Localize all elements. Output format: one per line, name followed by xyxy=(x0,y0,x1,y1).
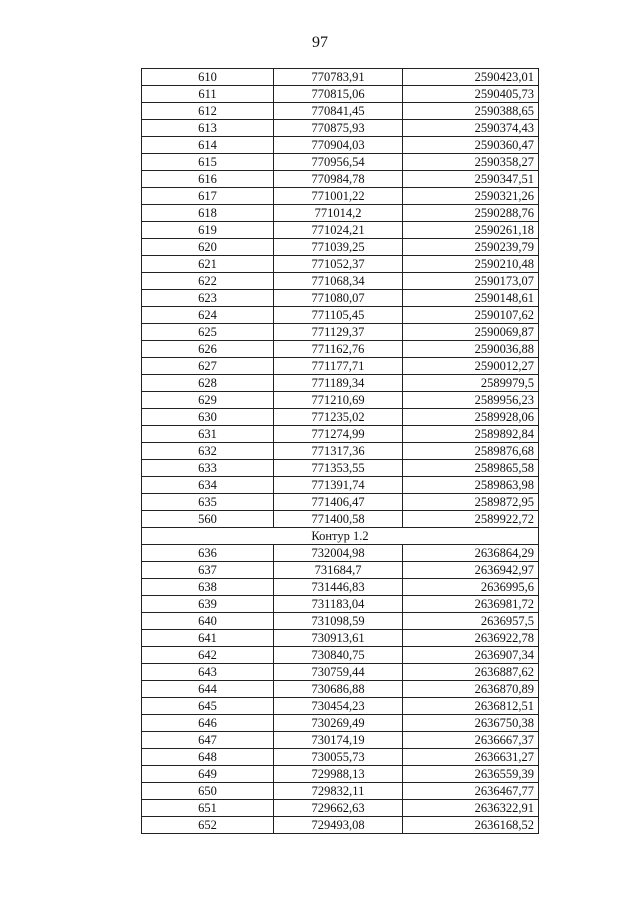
point-number-cell: 635 xyxy=(142,494,274,511)
table-row xyxy=(142,341,539,358)
table-row xyxy=(142,69,539,86)
x-coordinate-cell: 731183,04 xyxy=(274,596,403,613)
x-coordinate-cell: 771080,07 xyxy=(274,290,403,307)
table-row xyxy=(142,188,539,205)
point-number-cell: 620 xyxy=(142,239,274,256)
y-coordinate-cell: 2589922,72 xyxy=(403,511,539,528)
table-row xyxy=(142,732,539,749)
x-coordinate-cell: 770956,54 xyxy=(274,154,403,171)
table-row xyxy=(142,613,539,630)
y-coordinate-cell: 2636907,34 xyxy=(403,647,539,664)
x-coordinate-cell: 730686,88 xyxy=(274,681,403,698)
point-number-cell: 624 xyxy=(142,307,274,324)
table-row xyxy=(142,647,539,664)
point-number-cell: 613 xyxy=(142,120,274,137)
x-coordinate-cell: 730454,23 xyxy=(274,698,403,715)
point-number-cell: 628 xyxy=(142,375,274,392)
x-coordinate-cell: 731684,7 xyxy=(274,562,403,579)
point-number-cell: 641 xyxy=(142,630,274,647)
table-row xyxy=(142,596,539,613)
point-number-cell: 629 xyxy=(142,392,274,409)
x-coordinate-cell: 771317,36 xyxy=(274,443,403,460)
table-row xyxy=(142,273,539,290)
table-row xyxy=(142,358,539,375)
page-number: 97 xyxy=(312,34,328,51)
x-coordinate-cell: 771014,2 xyxy=(274,205,403,222)
y-coordinate-cell: 2589876,68 xyxy=(403,443,539,460)
point-number-cell: 619 xyxy=(142,222,274,239)
point-number-cell: 643 xyxy=(142,664,274,681)
table-row xyxy=(142,698,539,715)
table-row xyxy=(142,494,539,511)
table-row xyxy=(142,239,539,256)
x-coordinate-cell: 771391,74 xyxy=(274,477,403,494)
y-coordinate-cell: 2590069,87 xyxy=(403,324,539,341)
table-row xyxy=(142,664,539,681)
y-coordinate-cell: 2589979,5 xyxy=(403,375,539,392)
x-coordinate-cell: 770875,93 xyxy=(274,120,403,137)
point-number-cell: 649 xyxy=(142,766,274,783)
y-coordinate-cell: 2636750,38 xyxy=(403,715,539,732)
x-coordinate-cell: 771024,21 xyxy=(274,222,403,239)
x-coordinate-cell: 771039,25 xyxy=(274,239,403,256)
point-number-cell: 617 xyxy=(142,188,274,205)
point-number-cell: 650 xyxy=(142,783,274,800)
x-coordinate-cell: 771235,02 xyxy=(274,409,403,426)
point-number-cell: 647 xyxy=(142,732,274,749)
y-coordinate-cell: 2590423,01 xyxy=(403,69,539,86)
y-coordinate-cell: 2636322,91 xyxy=(403,800,539,817)
x-coordinate-cell: 730269,49 xyxy=(274,715,403,732)
y-coordinate-cell: 2636864,29 xyxy=(403,545,539,562)
x-coordinate-cell: 729988,13 xyxy=(274,766,403,783)
table-row xyxy=(142,103,539,120)
table-row xyxy=(142,749,539,766)
x-coordinate-cell: 771210,69 xyxy=(274,392,403,409)
y-coordinate-cell: 2590107,62 xyxy=(403,307,539,324)
y-coordinate-cell: 2589872,95 xyxy=(403,494,539,511)
table-row xyxy=(142,681,539,698)
table-row xyxy=(142,290,539,307)
table-row xyxy=(142,766,539,783)
point-number-cell: 610 xyxy=(142,69,274,86)
point-number-cell: 644 xyxy=(142,681,274,698)
x-coordinate-cell: 771400,58 xyxy=(274,511,403,528)
y-coordinate-cell: 2590012,27 xyxy=(403,358,539,375)
point-number-cell: 645 xyxy=(142,698,274,715)
table-row xyxy=(142,120,539,137)
x-coordinate-cell: 729493,08 xyxy=(274,817,403,834)
section-title: Контур 1.2 xyxy=(142,528,539,545)
point-number-cell: 639 xyxy=(142,596,274,613)
x-coordinate-cell: 771406,47 xyxy=(274,494,403,511)
table-row xyxy=(142,375,539,392)
x-coordinate-cell: 730913,61 xyxy=(274,630,403,647)
point-number-cell: 642 xyxy=(142,647,274,664)
y-coordinate-cell: 2590321,26 xyxy=(403,188,539,205)
point-number-cell: 618 xyxy=(142,205,274,222)
x-coordinate-cell: 771129,37 xyxy=(274,324,403,341)
table-row xyxy=(142,579,539,596)
x-coordinate-cell: 770841,45 xyxy=(274,103,403,120)
table-row xyxy=(142,545,539,562)
y-coordinate-cell: 2636942,97 xyxy=(403,562,539,579)
table-row xyxy=(142,800,539,817)
x-coordinate-cell: 730840,75 xyxy=(274,647,403,664)
table-row xyxy=(142,477,539,494)
y-coordinate-cell: 2636981,72 xyxy=(403,596,539,613)
point-number-cell: 651 xyxy=(142,800,274,817)
table-row xyxy=(142,443,539,460)
table-row xyxy=(142,511,539,528)
coordinates-table xyxy=(141,68,539,834)
y-coordinate-cell: 2590360,47 xyxy=(403,137,539,154)
table-row xyxy=(142,817,539,834)
y-coordinate-cell: 2590148,61 xyxy=(403,290,539,307)
y-coordinate-cell: 2590210,48 xyxy=(403,256,539,273)
point-number-cell: 646 xyxy=(142,715,274,732)
y-coordinate-cell: 2589928,06 xyxy=(403,409,539,426)
point-number-cell: 632 xyxy=(142,443,274,460)
y-coordinate-cell: 2589956,23 xyxy=(403,392,539,409)
table-row xyxy=(142,307,539,324)
point-number-cell: 652 xyxy=(142,817,274,834)
x-coordinate-cell: 770904,03 xyxy=(274,137,403,154)
point-number-cell: 611 xyxy=(142,86,274,103)
x-coordinate-cell: 770984,78 xyxy=(274,171,403,188)
point-number-cell: 625 xyxy=(142,324,274,341)
point-number-cell: 560 xyxy=(142,511,274,528)
point-number-cell: 615 xyxy=(142,154,274,171)
table-row xyxy=(142,222,539,239)
x-coordinate-cell: 729832,11 xyxy=(274,783,403,800)
point-number-cell: 621 xyxy=(142,256,274,273)
point-number-cell: 612 xyxy=(142,103,274,120)
table-row xyxy=(142,562,539,579)
point-number-cell: 636 xyxy=(142,545,274,562)
x-coordinate-cell: 731446,83 xyxy=(274,579,403,596)
y-coordinate-cell: 2636995,6 xyxy=(403,579,539,596)
y-coordinate-cell: 2636467,77 xyxy=(403,783,539,800)
y-coordinate-cell: 2589865,58 xyxy=(403,460,539,477)
y-coordinate-cell: 2636922,78 xyxy=(403,630,539,647)
point-number-cell: 638 xyxy=(142,579,274,596)
point-number-cell: 633 xyxy=(142,460,274,477)
table-row xyxy=(142,137,539,154)
y-coordinate-cell: 2589863,98 xyxy=(403,477,539,494)
point-number-cell: 648 xyxy=(142,749,274,766)
table-row xyxy=(142,460,539,477)
y-coordinate-cell: 2590405,73 xyxy=(403,86,539,103)
point-number-cell: 616 xyxy=(142,171,274,188)
table-row xyxy=(142,154,539,171)
x-coordinate-cell: 732004,98 xyxy=(274,545,403,562)
y-coordinate-cell: 2590239,79 xyxy=(403,239,539,256)
x-coordinate-cell: 731098,59 xyxy=(274,613,403,630)
x-coordinate-cell: 771068,34 xyxy=(274,273,403,290)
y-coordinate-cell: 2590358,27 xyxy=(403,154,539,171)
x-coordinate-cell: 771162,76 xyxy=(274,341,403,358)
y-coordinate-cell: 2590388,65 xyxy=(403,103,539,120)
y-coordinate-cell: 2590173,07 xyxy=(403,273,539,290)
x-coordinate-cell: 771001,22 xyxy=(274,188,403,205)
y-coordinate-cell: 2636631,27 xyxy=(403,749,539,766)
y-coordinate-cell: 2590288,76 xyxy=(403,205,539,222)
point-number-cell: 630 xyxy=(142,409,274,426)
y-coordinate-cell: 2636667,37 xyxy=(403,732,539,749)
x-coordinate-cell: 770783,91 xyxy=(274,69,403,86)
table-row xyxy=(142,630,539,647)
x-coordinate-cell: 771052,37 xyxy=(274,256,403,273)
y-coordinate-cell: 2636168,52 xyxy=(403,817,539,834)
table-row xyxy=(142,783,539,800)
y-coordinate-cell: 2636887,62 xyxy=(403,664,539,681)
point-number-cell: 631 xyxy=(142,426,274,443)
point-number-cell: 623 xyxy=(142,290,274,307)
point-number-cell: 614 xyxy=(142,137,274,154)
table-row xyxy=(142,324,539,341)
y-coordinate-cell: 2636870,89 xyxy=(403,681,539,698)
x-coordinate-cell: 729662,63 xyxy=(274,800,403,817)
x-coordinate-cell: 771274,99 xyxy=(274,426,403,443)
point-number-cell: 627 xyxy=(142,358,274,375)
table-row xyxy=(142,426,539,443)
table-row xyxy=(142,171,539,188)
y-coordinate-cell: 2636559,39 xyxy=(403,766,539,783)
point-number-cell: 634 xyxy=(142,477,274,494)
x-coordinate-cell: 771353,55 xyxy=(274,460,403,477)
coordinates-table-body xyxy=(142,69,539,834)
table-row xyxy=(142,86,539,103)
y-coordinate-cell: 2590347,51 xyxy=(403,171,539,188)
y-coordinate-cell: 2590036,88 xyxy=(403,341,539,358)
table-row xyxy=(142,715,539,732)
table-row xyxy=(142,256,539,273)
point-number-cell: 626 xyxy=(142,341,274,358)
x-coordinate-cell: 730174,19 xyxy=(274,732,403,749)
x-coordinate-cell: 730759,44 xyxy=(274,664,403,681)
y-coordinate-cell: 2590374,43 xyxy=(403,120,539,137)
y-coordinate-cell: 2636957,5 xyxy=(403,613,539,630)
table-row xyxy=(142,392,539,409)
table-row xyxy=(142,205,539,222)
x-coordinate-cell: 770815,06 xyxy=(274,86,403,103)
table-row xyxy=(142,409,539,426)
y-coordinate-cell: 2590261,18 xyxy=(403,222,539,239)
y-coordinate-cell: 2636812,51 xyxy=(403,698,539,715)
x-coordinate-cell: 771189,34 xyxy=(274,375,403,392)
x-coordinate-cell: 771105,45 xyxy=(274,307,403,324)
point-number-cell: 637 xyxy=(142,562,274,579)
y-coordinate-cell: 2589892,84 xyxy=(403,426,539,443)
point-number-cell: 640 xyxy=(142,613,274,630)
point-number-cell: 622 xyxy=(142,273,274,290)
x-coordinate-cell: 730055,73 xyxy=(274,749,403,766)
section-header-row xyxy=(142,528,539,545)
x-coordinate-cell: 771177,71 xyxy=(274,358,403,375)
